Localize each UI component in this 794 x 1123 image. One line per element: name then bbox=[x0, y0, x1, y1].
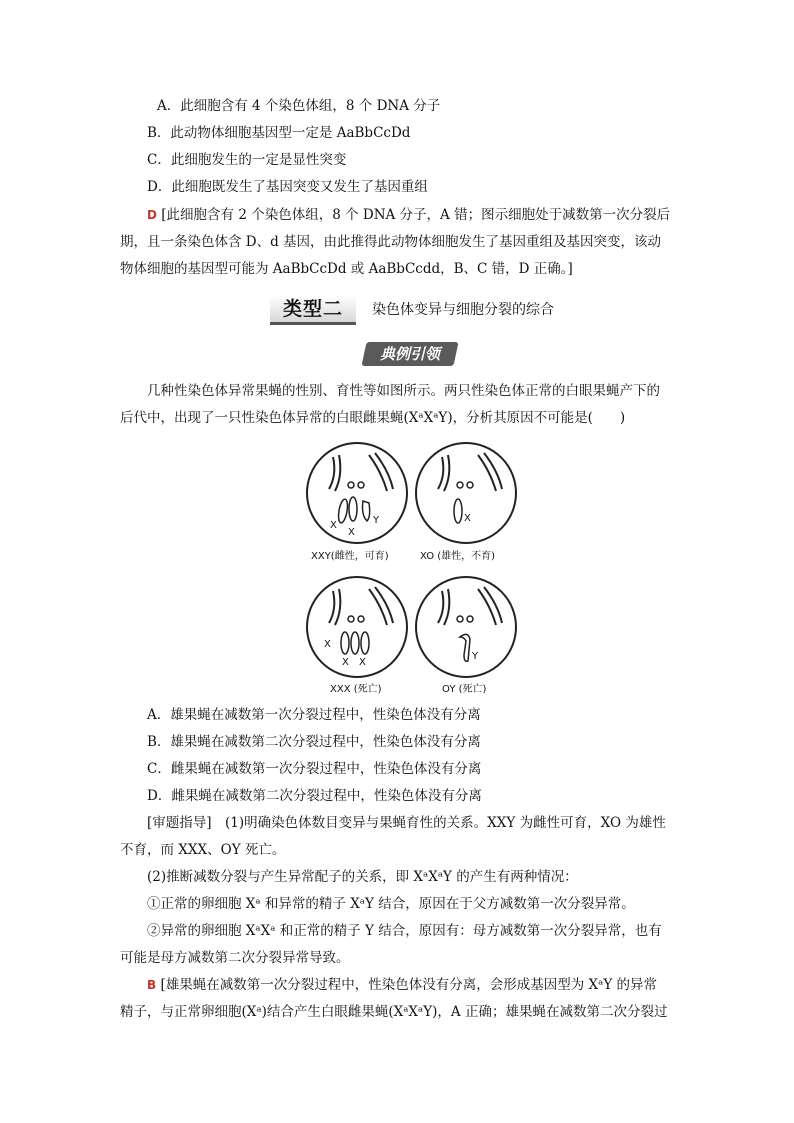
q2-answer-text-1: [雄果蝇在减数第一次分裂过程中，性染色体没有分离，会形成基因型为 XᵃY 的异常 bbox=[160, 977, 658, 993]
example-tag bbox=[361, 342, 458, 366]
q2-stem-1: 几种性染色体异常果蝇的性别、育性等如图所示。两只性染色体正常的白眼果蝇产下的 bbox=[147, 383, 660, 399]
q1-answer bbox=[147, 205, 670, 225]
section-banner-text: 类型二 bbox=[282, 298, 343, 320]
cell-xxx-label-x3: X bbox=[359, 657, 366, 668]
cell-xxx-caption: XXX (死亡) bbox=[330, 684, 382, 695]
q2-option-a: A．雄果蝇在减数第一次分裂过程中，性染色体没有分离 bbox=[147, 707, 481, 723]
cell-oy-caption: OY (死亡) bbox=[442, 684, 487, 695]
cell-xxy-label-x2: X bbox=[348, 527, 355, 538]
q1-answer-text-2: 期，且一条染色体含 D、d 基因，由此推得此动物体细胞发生了基因重组及基因突变，该动 bbox=[120, 234, 662, 250]
guide-line-2: 不育，而 XXX、OY 死亡。 bbox=[120, 842, 286, 858]
q1-option-a: A．此细胞含有 4 个染色体组，8 个 DNA 分子 bbox=[157, 98, 441, 114]
example-tag-text: 典例引领 bbox=[379, 345, 440, 363]
guide-line-6: 可能是母方减数第二次分裂异常导致。 bbox=[120, 950, 350, 966]
cell-xxx-label-x1: X bbox=[324, 639, 331, 650]
cell-xxy bbox=[305, 441, 409, 545]
guide-line-5: ②异常的卵细胞 XᵃXᵃ 和正常的精子 Y 结合，原因有：母方减数第一次分裂异常，也有 bbox=[147, 923, 662, 939]
guide-line-1: [审题指导] (1)明确染色体数目变异与果蝇育性的关系。XXY 为雌性可育，XO 为雄性 bbox=[147, 815, 666, 831]
q2-option-b: B．雄果蝇在减数第二次分裂过程中，性染色体没有分离 bbox=[147, 734, 481, 750]
q2-answer-letter: B bbox=[147, 978, 157, 992]
cell-xxy-label-y: Y bbox=[373, 515, 380, 526]
section-topic: 染色体变异与细胞分裂的综合 bbox=[372, 302, 554, 318]
cell-xxx-label-x2: X bbox=[342, 657, 349, 668]
q1-option-c: C．此细胞发生的一定是显性突变 bbox=[147, 152, 347, 168]
q2-answer-text-2: 精子，与正常卵细胞(Xᵃ)结合产生白眼雌果蝇(XᵃXᵃY)，A 正确；雄果蝇在减数第二次分裂过 bbox=[120, 1004, 668, 1020]
cell-xo bbox=[414, 441, 518, 545]
q2-answer bbox=[147, 975, 657, 995]
section-banner bbox=[270, 296, 356, 325]
q2-stem-2: 后代中，出现了一只性染色体异常的白眼雌果蝇(XᵃXᵃY)，分析其原因不可能是( ) bbox=[120, 410, 626, 426]
cell-xo-caption: XO (雄性，不育) bbox=[420, 551, 496, 562]
cell-xo-label-x: X bbox=[464, 513, 471, 524]
q1-option-b: B．此动物体细胞基因型一定是 AaBbCcDd bbox=[147, 125, 411, 141]
cell-oy bbox=[414, 575, 518, 679]
q1-answer-text-3: 物体细胞的基因型可能为 AaBbCcDd 或 AaBbCcdd，B、C 错，D 正确。] bbox=[120, 261, 573, 277]
cell-oy-label-y: Y bbox=[472, 651, 479, 662]
q2-option-c: C．雌果蝇在减数第一次分裂过程中，性染色体没有分离 bbox=[147, 761, 482, 777]
cell-xxy-caption: XXY(雌性，可育) bbox=[311, 551, 389, 562]
cell-xxx bbox=[305, 575, 409, 679]
q1-answer-text-1: [此细胞含有 2 个染色体组，8 个 DNA 分子，A 错；图示细胞处于减数第一次分裂后 bbox=[161, 207, 671, 223]
cell-xxy-label-x1: X bbox=[330, 520, 337, 531]
q1-option-d: D．此细胞既发生了基因突变又发生了基因重组 bbox=[147, 179, 428, 195]
guide-line-4: ①正常的卵细胞 Xᵃ 和异常的精子 XᵃY 结合，原因在于父方减数第一次分裂异常。 bbox=[147, 896, 635, 912]
q2-option-d: D．雌果蝇在减数第二次分裂过程中，性染色体没有分离 bbox=[147, 788, 482, 804]
guide-line-3: (2)推断减数分裂与产生异常配子的关系，即 XᵃXᵃY 的产生有两种情况： bbox=[147, 869, 578, 885]
q1-answer-letter: D bbox=[147, 208, 157, 222]
